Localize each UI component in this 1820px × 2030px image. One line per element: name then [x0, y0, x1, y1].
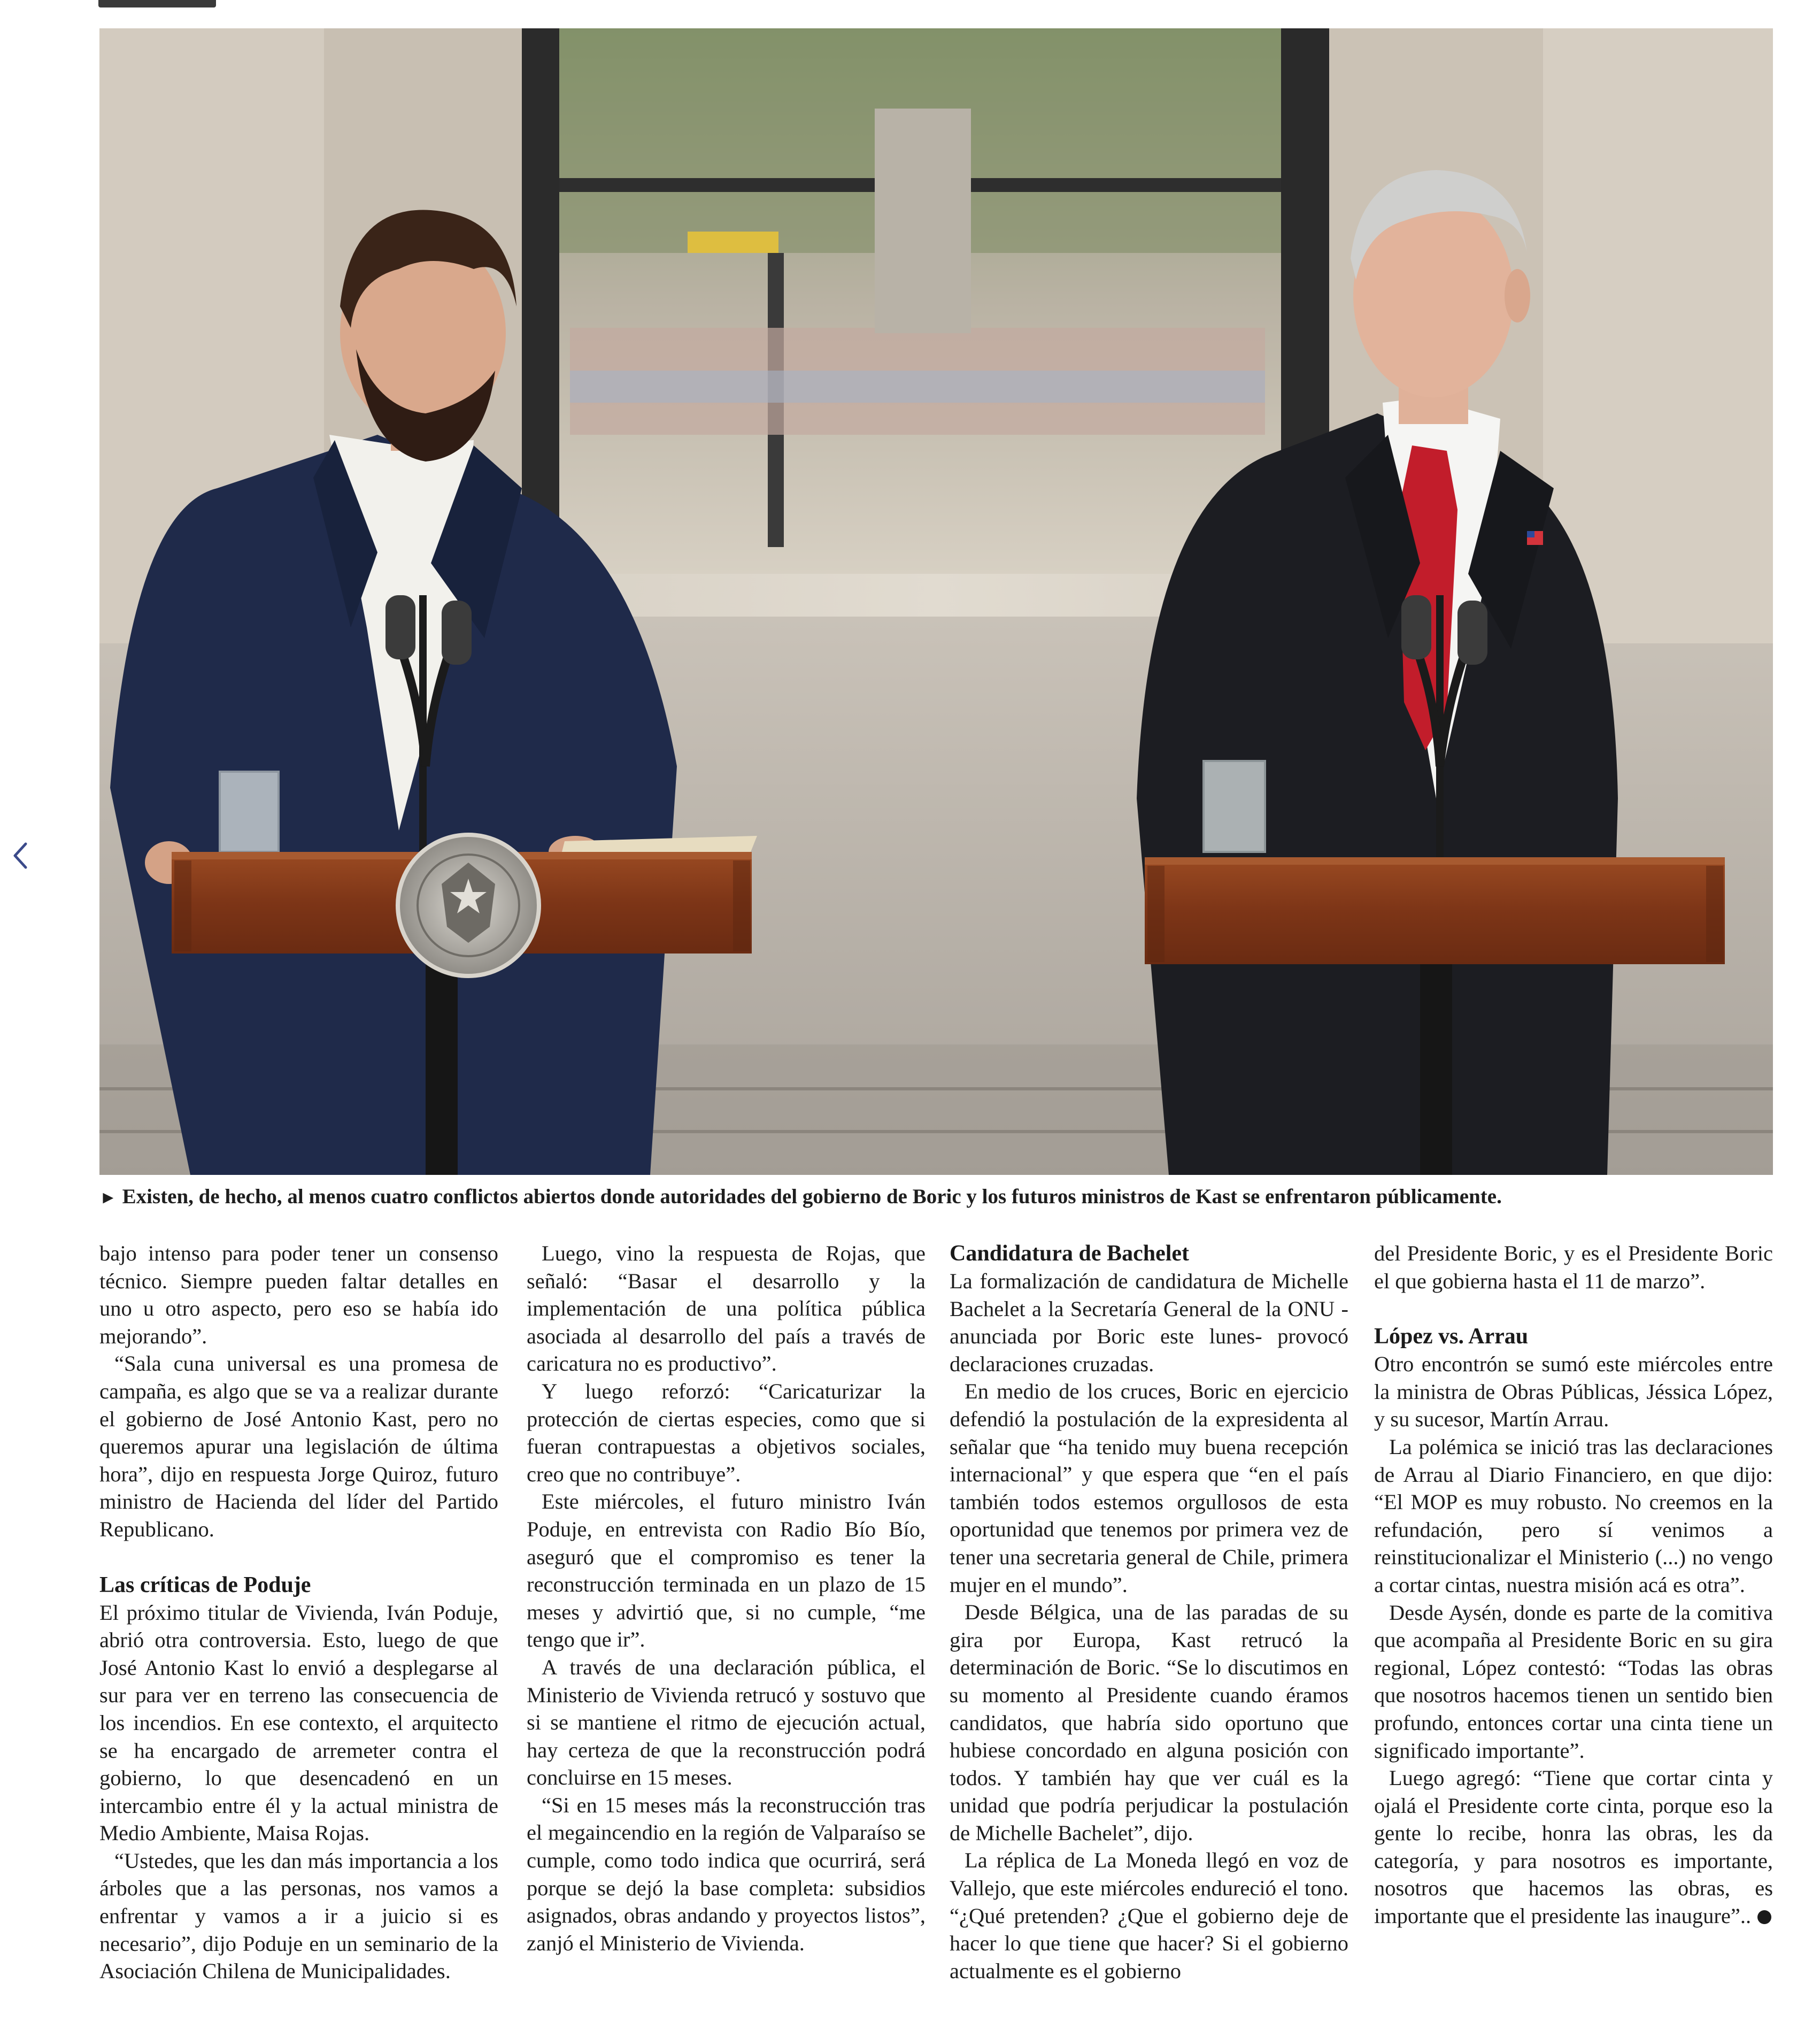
- end-of-article-icon: [1757, 1910, 1771, 1924]
- subheading-poduje: Las críticas de Poduje: [99, 1572, 311, 1597]
- paragraph: En medio de los cruces, Boric en ejercicio defendió la postulación de la expresidenta al señalar que “ha tenido muy buena recepción internacional” y que espera que “en el país también todos estemos orgullosos de esta oportunidad que tenemos por primera vez de tener una secretaria general de Chile, primera mujer en el mundo”.: [950, 1379, 1348, 1597]
- paragraph: Luego, vino la respuesta de Rojas, que señaló: “Basar el desarrollo y la implementación de una política pública asociada al desarrollo del país a través de caricatura no es productivo”.: [527, 1241, 926, 1376]
- paragraph: [1374, 1764, 1773, 1930]
- paragraph: Desde Bélgica, una de las paradas de su gira por Europa, Kast retrucó la determinación de Boric. “Se lo discutimos en su momento al Presidente cuando éramos candidatos, que habría sido oportuno que hubiese concordado en alguna posición con todos. Y también hay que ver cuál es la unidad que podría perjudicar la postulación de Michelle Bachelet”, dijo.: [950, 1600, 1348, 1845]
- paragraph: La formalización de candidatura de Michelle Bachelet a la Secretaría General de la ONU -anunciada por Boric este lunes- provocó declaraciones cruzadas.: [950, 1269, 1348, 1376]
- paragraph: del Presidente Boric, y es el Presidente Boric el que gobierna hasta el 11 de marzo”.: [1374, 1241, 1773, 1293]
- paragraph: La polémica se inició tras las declaraciones de Arrau al Diario Financiero, en que dijo: “El MOP es muy robusto. No creemos en la refundación, pero sí venimos a reinstitucionalizar el Ministerio (...) no vengo a cortar cintas, nuestra misión acá es otra”.: [1374, 1434, 1773, 1597]
- final-paragraph-text: Luego agregó: “Tiene que cortar cinta y ojalá el Presidente corte cinta, porque eso la gente lo recibe, honra las obras, les da categoría, y para nosotros es importante, nosotros que hacemos las obras, es importante que el presidente las inaugure”..: [1374, 1766, 1773, 1928]
- paragraph: Este miércoles, el futuro ministro Iván Poduje, en entrevista con Radio Bío Bío, aseguró que el compromiso es tener la reconstrucción terminada en un plazo de 15 meses y advirtió que, si no cumple, “me tengo que ir”.: [527, 1489, 926, 1652]
- article-column-4: [1374, 1240, 1773, 2010]
- paragraph: “Sala cuna universal es una promesa de campaña, es algo que se va a realizar durante el gobierno de José Antonio Kast, pero no queremos apurar una legislación de última hora”, dijo en respuesta Jorge Quiroz, futuro ministro de Hacienda del líder del Partido Republicano.: [99, 1351, 498, 1541]
- paragraph: Y luego reforzó: “Caricaturizar la protección de ciertas especies, como que si fueran contrapuestas a objetivos sociales, creo que no contribuye”.: [527, 1379, 926, 1486]
- photo-two-podiums-icon: [99, 28, 1773, 1175]
- article-column-3: [950, 1240, 1348, 2010]
- chevron-left-icon[interactable]: [10, 840, 31, 872]
- subheading-lopez-arrau: López vs. Arrau: [1374, 1324, 1529, 1349]
- article-column-1: [99, 1240, 498, 2010]
- paragraph: “Ustedes, que les dan más importancia a los árboles que a las personas, nos vamos a enfrentar y vamos a ir a juicio si es necesario”, dijo Poduje en un seminario de la Asociación Chilena de Municipalidades.: [99, 1848, 498, 1983]
- paragraph: La réplica de La Moneda llegó en voz de Vallejo, que este miércoles endureció el tono. “¿Qué pretenden? ¿Que el gobierno deje de hacer lo que tiene que hacer? Si el gobierno actualmente es el gobierno: [950, 1848, 1348, 1983]
- paragraph: El próximo titular de Vivienda, Iván Poduje, abrió otra controversia. Esto, luego de que José Antonio Kast lo envió a desplegarse al sur para ver en terreno las consecuencia de los incendios. En ese contexto, el arquitecto se ha encargado de arremeter contra el gobierno, lo que desencadenó en un intercambio entre él y la actual ministra de Medio Ambiente, Maisa Rojas.: [99, 1600, 498, 1846]
- paragraph: Desde Aysén, donde es parte de la comitiva que acompaña al Presidente Boric en su gira regional, López contestó: “Todas las obras que nosotros hacemos tienen un sentido bien profundo, entonces cortar una cinta tiene un significado importante”.: [1374, 1600, 1773, 1763]
- caption-text: Existen, de hecho, al menos cuatro conflictos abiertos donde autoridades del gobierno de Boric y los futuros ministros de Kast se enfrentaron públicamente.: [122, 1185, 1502, 1208]
- article-photo: [99, 28, 1773, 1175]
- photo-caption: [99, 1183, 1773, 1212]
- caption-marker-icon: ►: [99, 1188, 117, 1208]
- top-cut-header: [98, 0, 216, 7]
- paragraph: “Si en 15 meses más la reconstrucción tras el megaincendio en la región de Valparaíso se cumple, como todo indica que ocurrirá, será porque se dejó la base completa: subsidios asignados, obras andando y proyectos listos”, zanjó el Ministerio de Vivienda.: [527, 1793, 926, 1955]
- paragraph: bajo intenso para poder tener un consenso técnico. Siempre pueden faltar detalles en uno u otro aspecto, pero eso se había ido mejorando”.: [99, 1241, 498, 1348]
- subheading-bachelet: Candidatura de Bachelet: [950, 1241, 1190, 1266]
- paragraph: A través de una declaración pública, el Ministerio de Vivienda retrucó y sostuvo que si se mantiene el ritmo de ejecución actual, hay certeza de que la reconstrucción podrá concluirse en 15 meses.: [527, 1655, 926, 1790]
- article-column-2: [527, 1240, 926, 2010]
- paragraph: Otro encontrón se sumó este miércoles entre la ministra de Obras Públicas, Jéssica López, y su sucesor, Martín Arrau.: [1374, 1352, 1773, 1432]
